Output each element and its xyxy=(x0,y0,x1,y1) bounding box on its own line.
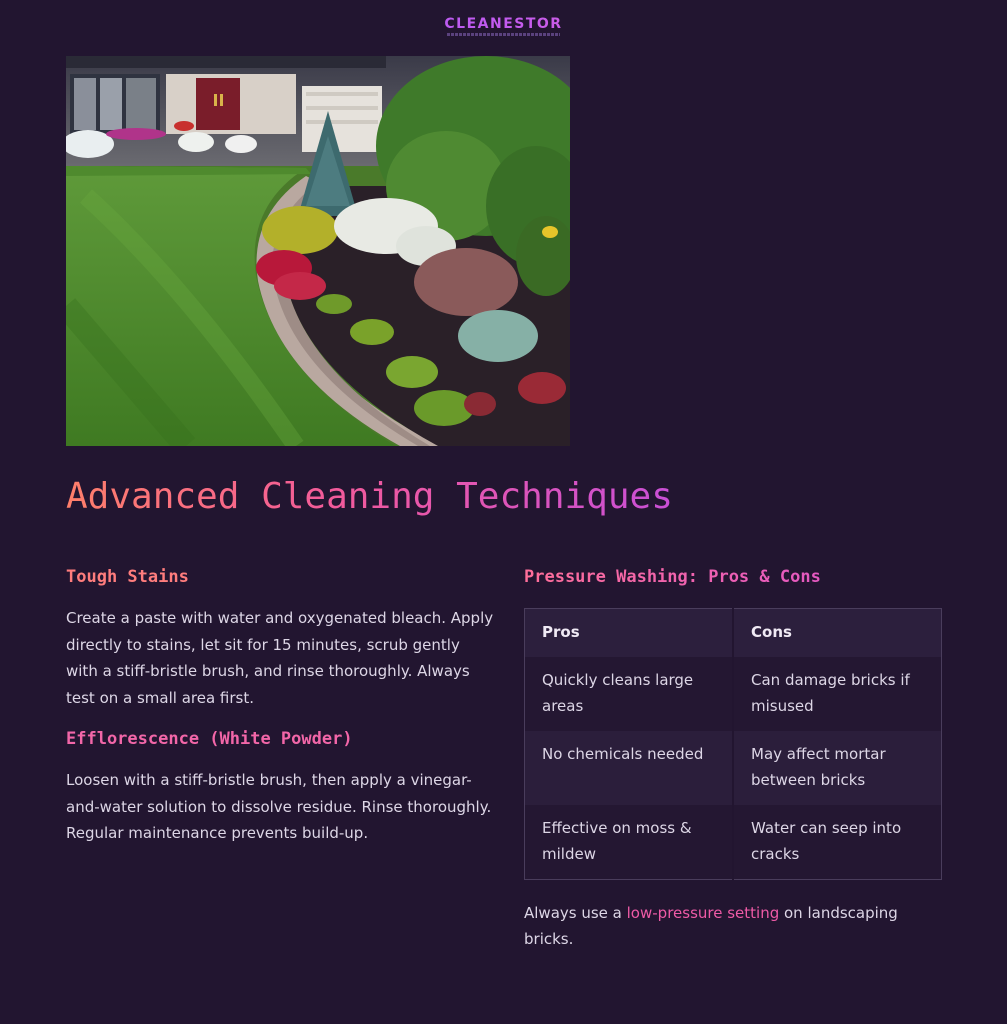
cons-column-header: Cons xyxy=(733,609,942,657)
note-text-after: on landscaping bricks. xyxy=(524,903,898,948)
cleaning-tips-column xyxy=(66,566,496,847)
low-pressure-highlight: low-pressure setting xyxy=(626,903,780,922)
table-cell: Water can seep into cracks xyxy=(733,805,942,880)
table-row xyxy=(525,805,942,880)
note-text-before: Always use a xyxy=(524,903,627,922)
table-cell: Quickly cleans large areas xyxy=(525,657,734,731)
pros-column-header: Pros xyxy=(525,609,734,657)
logo-tagline-decoration xyxy=(447,33,560,36)
table-cell: May affect mortar between bricks xyxy=(733,731,942,805)
pressure-washing-heading: Pressure Washing: Pros & Cons xyxy=(524,566,942,588)
efflorescence-text: Loosen with a stiff-bristle brush, then apply a vinegar-and-water solution to dissolve residue. Rinse thoroughly. Regular maintenance prevents build-up. xyxy=(66,771,492,842)
table-cell: Can damage bricks if misused xyxy=(733,657,942,731)
tough-stains-heading: Tough Stains xyxy=(66,567,189,587)
table-row xyxy=(525,731,942,805)
table-header-row xyxy=(525,609,942,657)
efflorescence-heading: Efflorescence (White Powder) xyxy=(66,729,353,749)
table-cell: Effective on moss & mildew xyxy=(525,805,734,880)
pressure-note xyxy=(524,900,942,953)
page-title: Advanced Cleaning Techniques xyxy=(66,476,673,517)
tough-stains-text: Create a paste with water and oxygenated bleach. Apply directly to stains, let sit for 15 minutes, scrub gently with a stiff-bristle brush, and rinse thoroughly. Always test on a small area first. xyxy=(66,609,494,707)
pressure-washing-column xyxy=(524,566,942,953)
table-row xyxy=(525,657,942,731)
pros-cons-table xyxy=(524,608,942,880)
garden-landscape-photo-icon xyxy=(66,56,570,446)
table-cell: No chemicals needed xyxy=(525,731,734,805)
hero-image xyxy=(66,56,570,446)
logo[interactable]: CLEANESTOR xyxy=(0,16,1007,32)
